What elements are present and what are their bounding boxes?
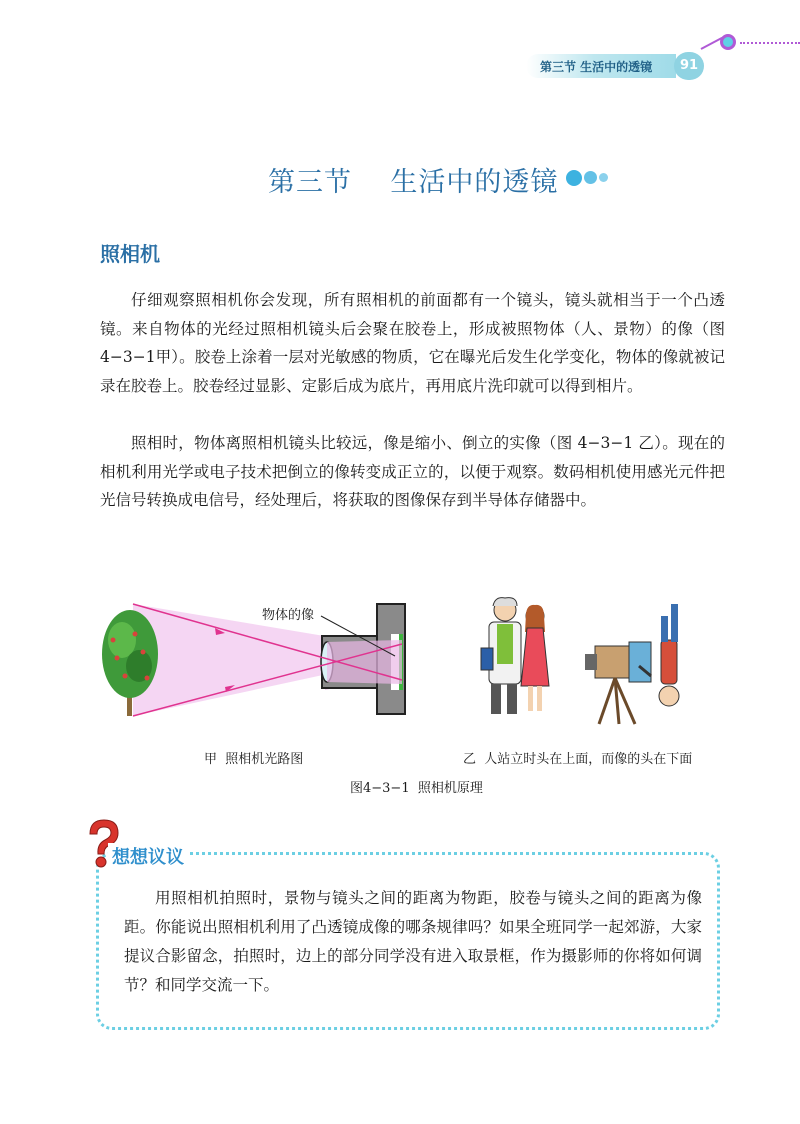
camera-figure [95,596,735,736]
running-title: 第三节 生活中的透镜 [540,60,653,74]
header-dotted-rule [740,42,800,44]
cartoon-illustration [481,598,679,724]
caption-left: 甲 照相机光路图 [204,752,304,767]
header-circle-ornament [720,34,736,50]
body-paragraph-1: 仔细观察照相机你会发现，所有照相机的前面都有一个镜头，镜头就相当于一个凸透镜。来自物体的光经过照相机镜头后会聚在胶卷上，形成被照物体（人、景物）的像（图4−3−1甲）。胶卷上涂着一层对光敏感的物质，它在曝光后发生化学变化，物体的像就被记录在胶卷上。胶卷经过显影、定影后成为底片，再用底片洗印就可以得到相片。 [100,291,725,395]
image-label: 物体的像 [262,608,315,623]
page-number: 91 [674,52,704,80]
section-title: 第三节 生活中的透镜 [268,167,559,198]
body-paragraph-2: 照相时，物体离照相机镜头比较远，像是缩小、倒立的实像（图 4−3−1 乙）。现在的相机利用光学或电子技术把倒立的像转变成正立的，以便于观察。数码相机使用感光元件把光信号转换成电信号，经处理后，将获取的图像保存到半导体存储器中。 [100,434,725,510]
discussion-title: 想想议议 [108,843,188,869]
camera-cross-section [321,604,405,714]
optical-path-diagram [102,604,405,716]
discussion-text: 用照相机拍照时，景物与镜头之间的距离为物距，胶卷与镜头之间的距离为像距。你能说出照相机利用了凸透镜成像的哪条规律吗？如果全班同学一起郊游，大家提议合影留念，拍照时，边上的部分同学没有进入取景框，作为摄影师的你将如何调节？和同学交流一下。 [124,889,702,994]
figure-caption: 图4−3−1 照相机原理 [350,781,483,796]
subsection-title: 照相机 [100,242,160,266]
caption-right: 乙 人站立时头在上面，而像的头在下面 [463,752,693,767]
title-dots-ornament [566,167,610,187]
